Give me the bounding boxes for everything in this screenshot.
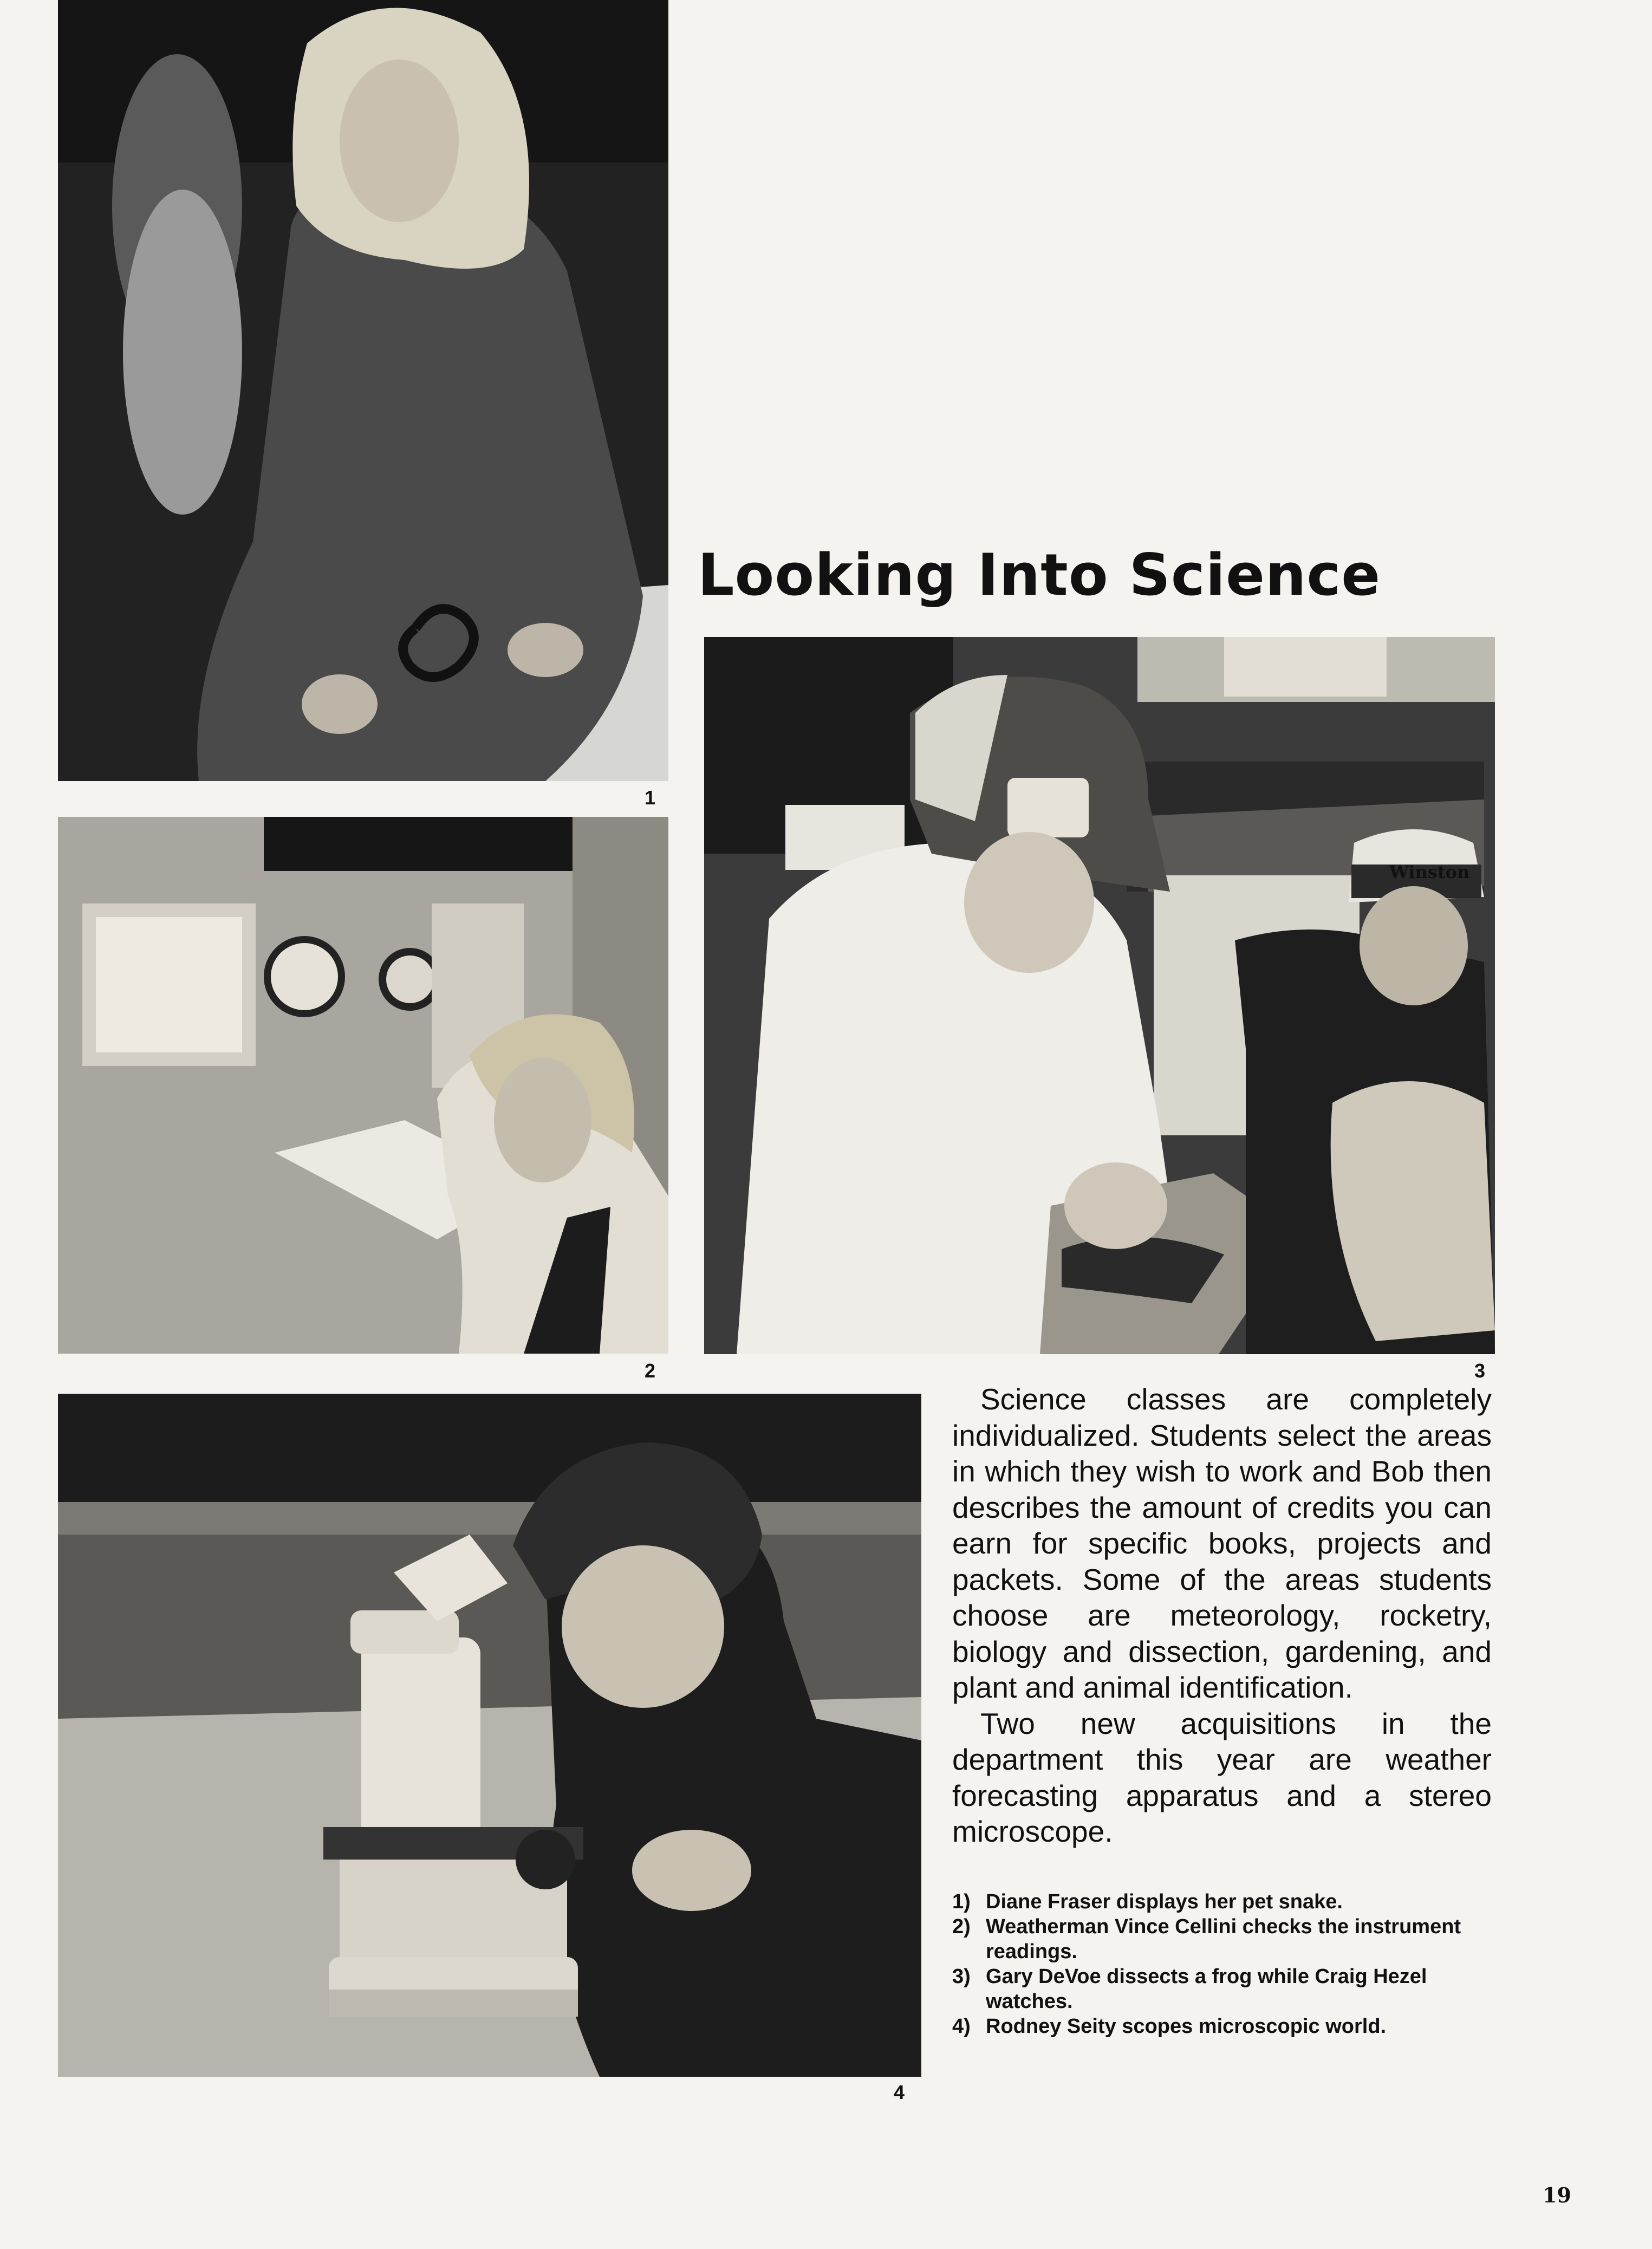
photo-captions [952,1889,1494,2039]
article-body [952,1381,1492,1850]
photo-number-1: 1 [645,786,656,809]
photo-number-4: 4 [894,2081,905,2103]
caption-number: 1) [952,1890,971,1913]
caption-4 [952,2014,1494,2039]
caption-1 [952,1889,1494,1914]
caption-text: Rodney Seity scopes microscopic world. [986,2015,1387,2038]
page-number: 19 [1543,2183,1571,2207]
caption-number: 2) [952,1915,971,1938]
photo-number-3: 3 [1474,1360,1486,1382]
caption-number: 3) [952,1965,971,1988]
caption-number: 4) [952,2015,971,2038]
photo-girl-with-snake [58,0,668,781]
winston-cap-logo: Winston [1389,862,1470,882]
photo-boy-weather-instruments [58,817,668,1354]
caption-text: Diane Fraser displays her pet snake. [986,1890,1343,1913]
photo-number-2: 2 [645,1360,656,1382]
page-title: Looking Into Science [698,542,1381,608]
caption-text: Gary DeVoe dissects a frog while Craig Hezel watches. [986,1965,1427,2013]
photo-microscope-student [58,1394,921,2077]
caption-2 [952,1914,1494,1964]
caption-3 [952,1964,1494,2014]
body-paragraph-2: Two new acquisitions in the department this year are weather forecasting apparatus and a stereo microscope. [952,1706,1492,1848]
photo-frog-dissection [704,637,1495,1354]
caption-text: Weatherman Vince Cellini checks the instrument readings. [986,1915,1461,1963]
body-paragraph-1: Science classes are completely individualized. Students select the areas in which they wish to work and Bob then describes the amount of credits you can earn for specific books, projects and packets. Some of the areas students choose are meteorology, rocketry, biology and dissection, gardening, and plant and animal identification. [952,1382,1492,1704]
